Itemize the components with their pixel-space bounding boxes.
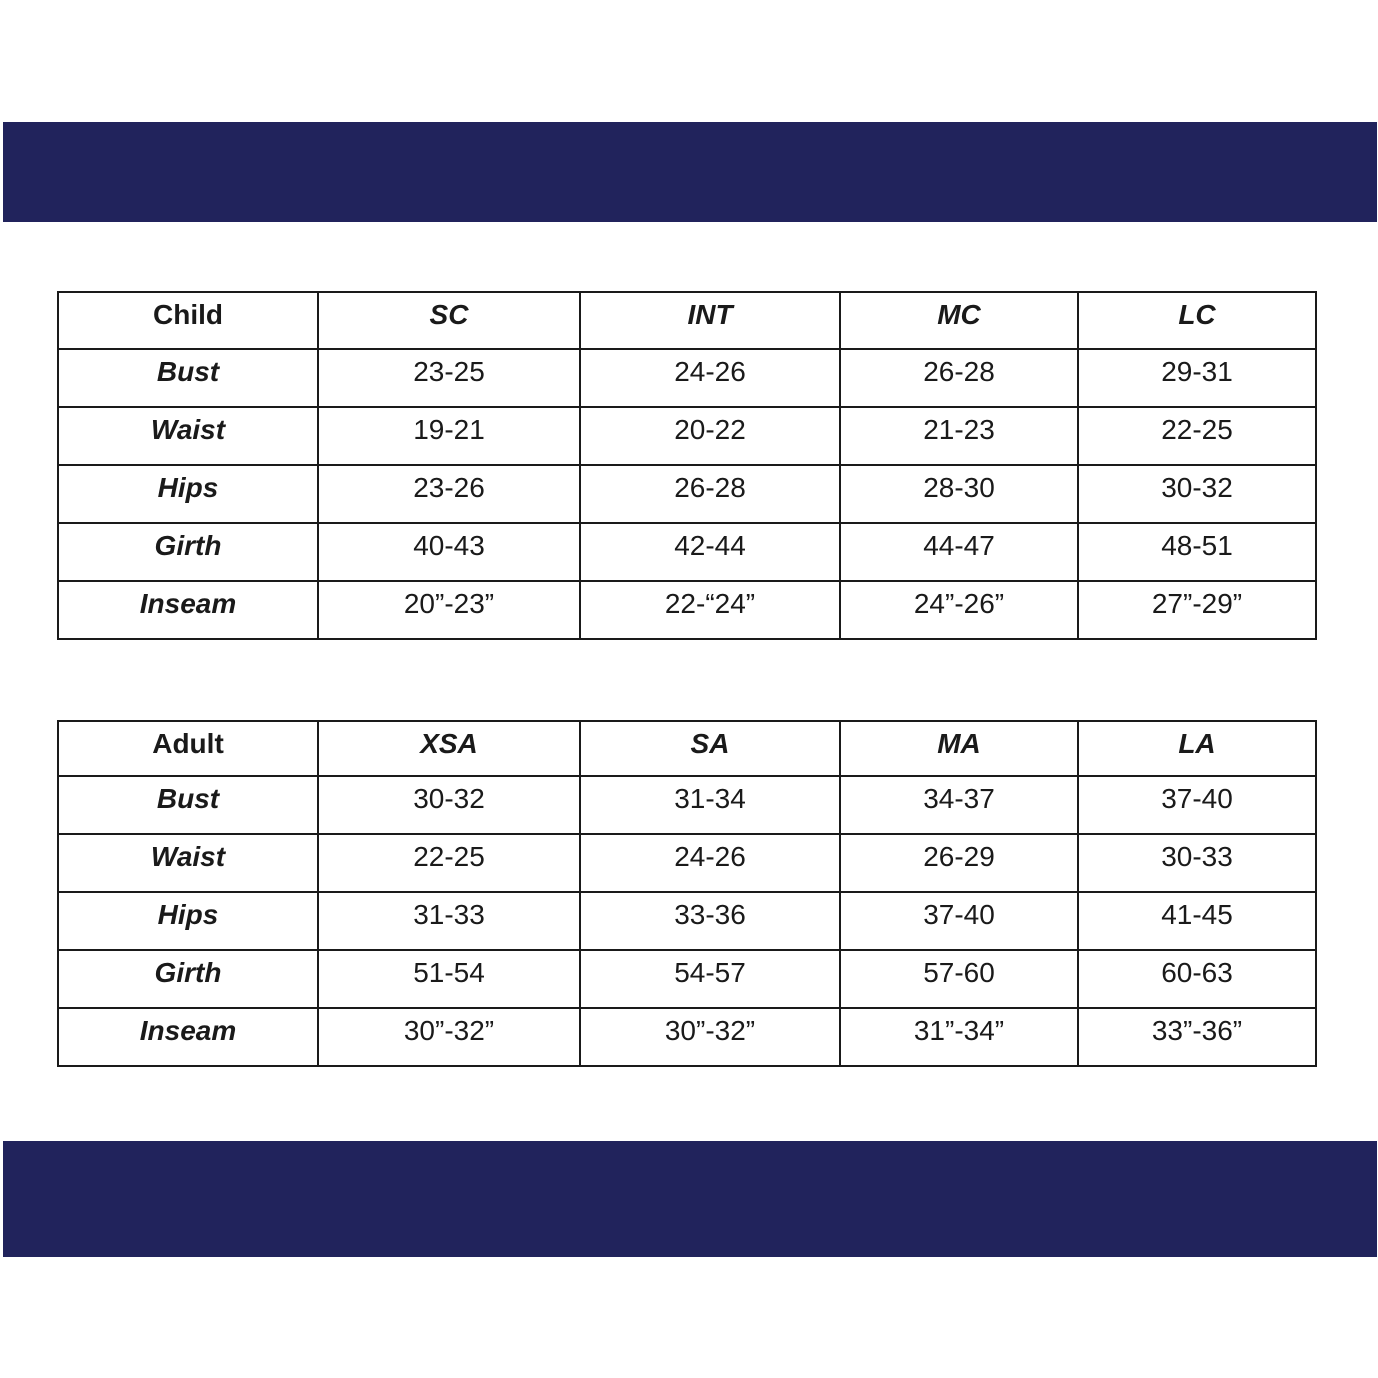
group-label: Child	[58, 292, 318, 349]
table-row	[58, 581, 1316, 639]
table-cell: 30-32	[318, 776, 580, 834]
table-cell: 29-31	[1078, 349, 1316, 407]
measurement-label: Hips	[58, 892, 318, 950]
table-cell: 24”-26”	[840, 581, 1078, 639]
size-header: MA	[840, 721, 1078, 776]
table-cell: 30-32	[1078, 465, 1316, 523]
child-size-table	[57, 291, 1317, 640]
table-cell: 51-54	[318, 950, 580, 1008]
measurement-label: Waist	[58, 834, 318, 892]
table-cell: 41-45	[1078, 892, 1316, 950]
table-cell: 30”-32”	[318, 1008, 580, 1066]
table-cell: 24-26	[580, 349, 840, 407]
size-header: SA	[580, 721, 840, 776]
table-cell: 40-43	[318, 523, 580, 581]
table-cell: 22-25	[1078, 407, 1316, 465]
table-cell: 33”-36”	[1078, 1008, 1316, 1066]
table-row	[58, 892, 1316, 950]
size-header: XSA	[318, 721, 580, 776]
table-cell: 57-60	[840, 950, 1078, 1008]
table-row	[58, 776, 1316, 834]
table-cell: 19-21	[318, 407, 580, 465]
table-cell: 24-26	[580, 834, 840, 892]
table-cell: 30-33	[1078, 834, 1316, 892]
table-cell: 42-44	[580, 523, 840, 581]
table-cell: 33-36	[580, 892, 840, 950]
table-cell: 23-25	[318, 349, 580, 407]
measurement-label: Inseam	[58, 581, 318, 639]
table-cell: 27”-29”	[1078, 581, 1316, 639]
table-cell: 31-33	[318, 892, 580, 950]
table-cell: 37-40	[1078, 776, 1316, 834]
table-cell: 26-29	[840, 834, 1078, 892]
table-header-row	[58, 292, 1316, 349]
measurement-label: Bust	[58, 349, 318, 407]
table-row	[58, 407, 1316, 465]
table-row	[58, 523, 1316, 581]
size-header: MC	[840, 292, 1078, 349]
table-cell: 28-30	[840, 465, 1078, 523]
table-cell: 60-63	[1078, 950, 1316, 1008]
table-cell: 31”-34”	[840, 1008, 1078, 1066]
table-cell: 31-34	[580, 776, 840, 834]
size-header: INT	[580, 292, 840, 349]
table-header-row	[58, 721, 1316, 776]
measurement-label: Girth	[58, 523, 318, 581]
table-cell: 44-47	[840, 523, 1078, 581]
size-header: LC	[1078, 292, 1316, 349]
table-row	[58, 950, 1316, 1008]
header-band	[3, 122, 1377, 222]
measurement-label: Bust	[58, 776, 318, 834]
table-row	[58, 465, 1316, 523]
table-row	[58, 1008, 1316, 1066]
table-cell: 37-40	[840, 892, 1078, 950]
measurement-label: Girth	[58, 950, 318, 1008]
table-cell: 30”-32”	[580, 1008, 840, 1066]
size-header: SC	[318, 292, 580, 349]
measurement-label: Waist	[58, 407, 318, 465]
measurement-label: Inseam	[58, 1008, 318, 1066]
table-cell: 54-57	[580, 950, 840, 1008]
table-cell: 26-28	[840, 349, 1078, 407]
table-cell: 26-28	[580, 465, 840, 523]
table-cell: 20”-23”	[318, 581, 580, 639]
table-cell: 22-“24”	[580, 581, 840, 639]
table-cell: 20-22	[580, 407, 840, 465]
group-label: Adult	[58, 721, 318, 776]
table-row	[58, 349, 1316, 407]
size-header: LA	[1078, 721, 1316, 776]
table-row	[58, 834, 1316, 892]
table-cell: 21-23	[840, 407, 1078, 465]
table-cell: 48-51	[1078, 523, 1316, 581]
footer-band	[3, 1141, 1377, 1257]
table-cell: 23-26	[318, 465, 580, 523]
table-cell: 34-37	[840, 776, 1078, 834]
measurement-label: Hips	[58, 465, 318, 523]
adult-size-table	[57, 720, 1317, 1067]
table-cell: 22-25	[318, 834, 580, 892]
